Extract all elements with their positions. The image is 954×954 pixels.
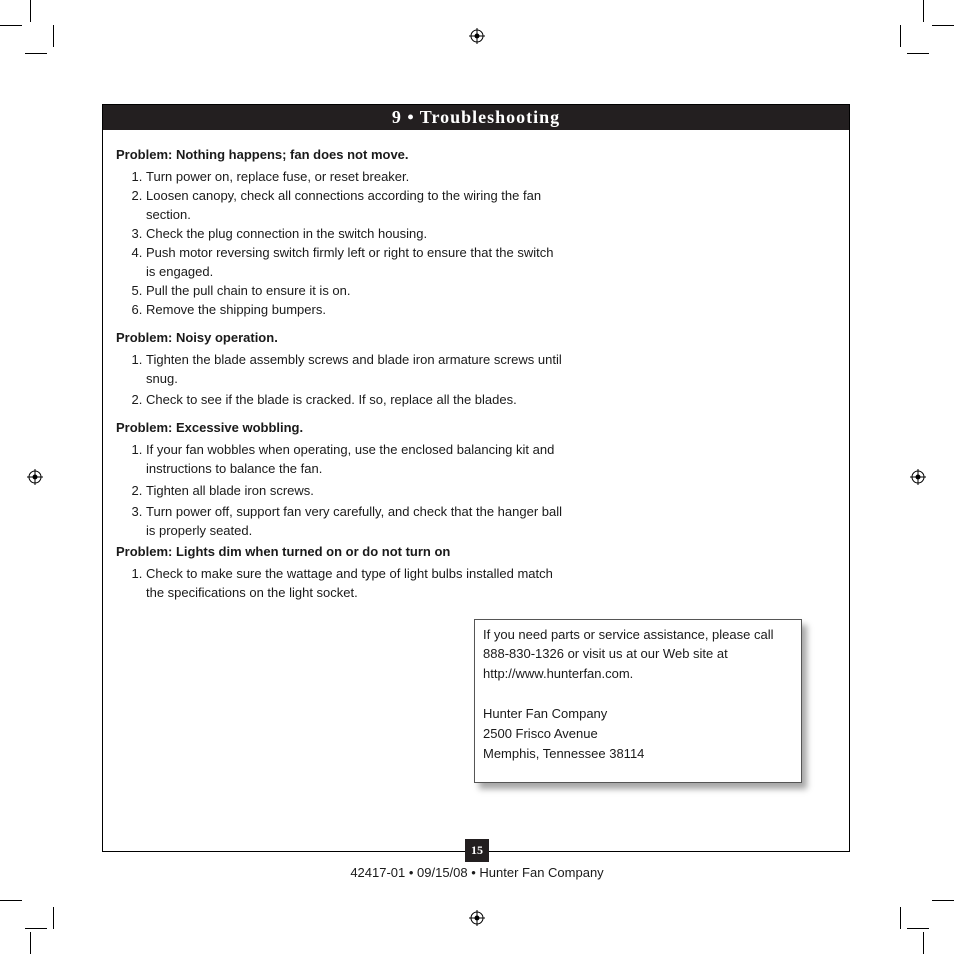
crop-mark [30, 0, 31, 22]
crop-mark [923, 932, 924, 954]
footer-text: 42417-01 • 09/15/08 • Hunter Fan Company [350, 865, 604, 880]
list-item: 2. Loosen canopy, check all connections according to the wiring the fan section. [146, 186, 566, 224]
registration-mark-icon [469, 910, 485, 926]
list-item: 3. Check the plug connection in the switch housing. [146, 224, 566, 243]
step-list [116, 564, 566, 602]
crop-mark [907, 53, 929, 54]
street-address: 2500 Frisco Avenue [483, 726, 598, 741]
section-title: 9 • Troubleshooting [391, 107, 561, 127]
crop-mark [900, 25, 901, 47]
problem-heading: Problem: Lights dim when turned on or do not turn on [116, 544, 451, 559]
list-item: 6. Remove the shipping bumpers. [146, 300, 566, 319]
list-item: 2. Check to see if the blade is cracked. If so, replace all the blades. [146, 390, 566, 409]
crop-mark [30, 932, 31, 954]
crop-mark [932, 900, 954, 901]
section-header-bar [103, 105, 849, 130]
list-item: 5. Pull the pull chain to ensure it is on. [146, 281, 566, 300]
problem-heading: Problem: Nothing happens; fan does not move. [116, 147, 409, 162]
company-name: Hunter Fan Company [483, 706, 608, 721]
crop-mark [907, 928, 929, 929]
problem-heading: Problem: Excessive wobbling. [116, 420, 304, 435]
list-item: 1. Check to make sure the wattage and type of light bulbs installed match the specifications on the light socket. [146, 564, 566, 602]
list-item: 4. Push motor reversing switch firmly left or right to ensure that the switch is engaged. [146, 243, 566, 281]
crop-mark [0, 900, 22, 901]
list-item: 1. Tighten the blade assembly screws and blade iron armature screws until snug. [146, 350, 566, 388]
crop-mark [923, 0, 924, 22]
crop-mark [25, 53, 47, 54]
step-list [116, 440, 566, 540]
registration-mark-icon [469, 28, 485, 44]
crop-mark [900, 907, 901, 929]
contact-line: If you need parts or service assistance, please call [483, 627, 774, 642]
step-list [116, 350, 566, 409]
city-address: Memphis, Tennessee 38114 [483, 746, 645, 761]
list-item: 1. Turn power on, replace fuse, or reset breaker. [146, 167, 566, 186]
registration-mark-icon [27, 469, 43, 485]
crop-mark [932, 25, 954, 26]
page-number: 15 [465, 839, 489, 862]
list-item: 3. Turn power off, support fan very carefully, and check that the hanger ball is properly seated. [146, 502, 566, 540]
list-item: 1. If your fan wobbles when operating, use the enclosed balancing kit and instructions to balance the fan. [146, 440, 566, 478]
step-list [116, 167, 566, 319]
list-item: 2. Tighten all blade iron screws. [146, 481, 566, 500]
contact-line: 888-830-1326 or visit us at our Web site at [483, 646, 728, 661]
crop-mark [0, 25, 22, 26]
problem-heading: Problem: Noisy operation. [116, 330, 278, 345]
troubleshooting-content [116, 145, 566, 611]
crop-mark [53, 907, 54, 929]
contact-info-box [474, 619, 802, 783]
website-url: http://www.hunterfan.com. [483, 666, 634, 681]
crop-mark [53, 25, 54, 47]
registration-mark-icon [910, 469, 926, 485]
crop-mark [25, 928, 47, 929]
